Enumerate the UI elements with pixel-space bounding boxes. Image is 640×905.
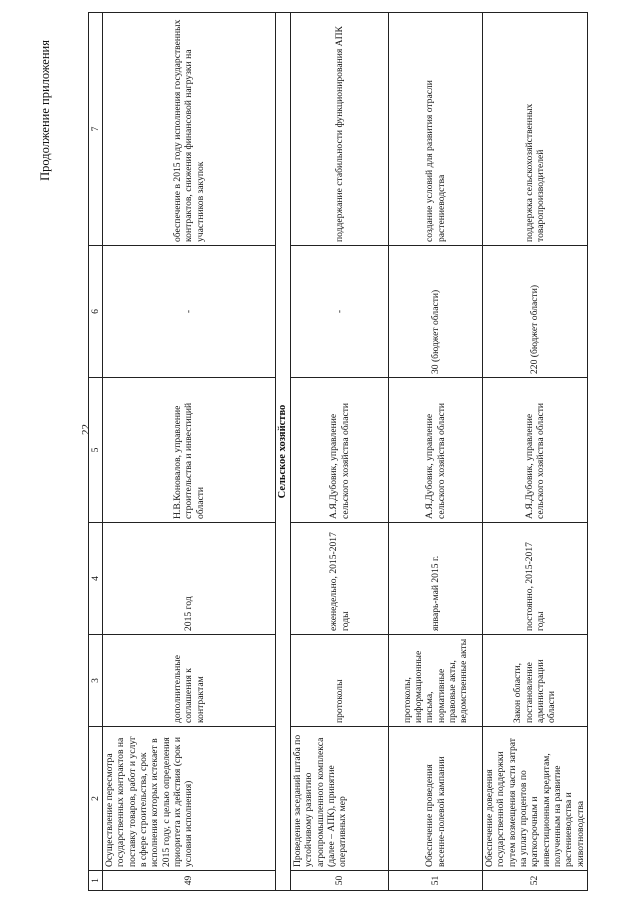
table-row: [103, 13, 276, 891]
row-result: создание условий для развития отрасли растениеводства: [389, 13, 483, 246]
section-title: Сельское хозяйство: [276, 13, 291, 891]
row-responsible: Н.В.Коновалов, управление строительства и инвестиций области: [103, 378, 276, 523]
row-documents: протоколы, информационные письма, нормативные правовые акты, ведомственные акты: [389, 635, 483, 727]
col-num-3: 3: [89, 635, 103, 727]
table-row: [483, 13, 588, 891]
page-number: 22: [80, 424, 92, 435]
section-row: [276, 13, 291, 891]
row-activity: Обеспечение доведения государственной поддержки путем возмещения части затрат на уплату процентов по краткосрочным и инвестиционным кредитам, полученным на развитие растениеводства и животноводства: [483, 727, 588, 871]
row-responsible: А.Я.Дубовик, управление сельского хозяйства области: [483, 378, 588, 523]
row-result: поддержка сельскохозяйственных товаропроизводителей: [483, 13, 588, 246]
row-period: 2015 год: [103, 523, 276, 635]
row-responsible: А.Я.Дубовик, управление сельского хозяйства области: [291, 378, 389, 523]
row-period: январь-май 2015 г.: [389, 523, 483, 635]
row-funding: -: [291, 246, 389, 378]
row-activity: Осуществление пересмотра государственных контрактов на поставку товаров, работ и услуг в сфере строительства, срок исполнения которых истекает в 2015 году, с целью определения приоритета их действия (срок и условия исполнения): [103, 727, 276, 871]
row-number: 50: [291, 871, 389, 891]
table-row: [389, 13, 483, 891]
table-row: [291, 13, 389, 891]
row-result: обеспечение в 2015 году исполнения государственных контрактов, снижения финансовой нагрузки на участников закупок: [103, 13, 276, 246]
row-funding: 220 (бюджет области): [483, 246, 588, 378]
row-activity: Проведение заседаний штаба по устойчивому развитию агропромышленного комплекса (далее – АПК), принятие оперативных мер: [291, 727, 389, 871]
col-num-1: 1: [89, 871, 103, 891]
row-documents: протоколы: [291, 635, 389, 727]
row-result: поддержание стабильности функционирования АПК: [291, 13, 389, 246]
row-number: 49: [103, 871, 276, 891]
row-funding: -: [103, 246, 276, 378]
row-activity: Обеспечение проведения весенне-полевой кампании: [389, 727, 483, 871]
col-num-5: 5: [89, 378, 103, 523]
row-period: еженедельно, 2015-2017 годы: [291, 523, 389, 635]
row-documents: Закон области, постановление администрации области: [483, 635, 588, 727]
continuation-title: Продолжение приложения: [38, 40, 52, 181]
row-documents: дополнительные соглашения к контрактам: [103, 635, 276, 727]
col-num-7: 7: [89, 13, 103, 246]
col-num-6: 6: [89, 246, 103, 378]
row-period: постоянно, 2015-2017 годы: [483, 523, 588, 635]
measures-table: [88, 12, 588, 891]
row-number: 51: [389, 871, 483, 891]
column-number-row: [89, 13, 103, 891]
col-num-2: 2: [89, 727, 103, 871]
row-funding: 30 (бюджет области): [389, 246, 483, 378]
col-num-4: 4: [89, 523, 103, 635]
row-responsible: А.Я.Дубовик, управление сельского хозяйства области: [389, 378, 483, 523]
row-number: 52: [483, 871, 588, 891]
